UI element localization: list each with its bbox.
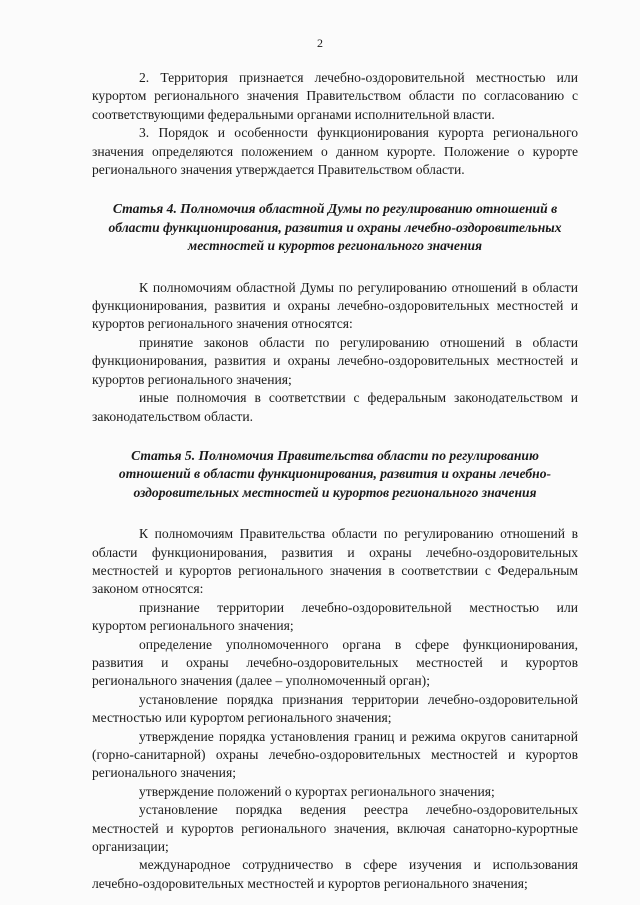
article-5-heading: Статья 5. Полномочия Правительства области по регулированию отношений в области функционирования, развития и охраны лечебно-оздоровительных местностей и курортов регионального значения xyxy=(118,447,552,500)
list-item: утверждение положений о курортах регионального значения; xyxy=(139,783,495,799)
list-item: международное сотрудничество в сфере изучения и использования лечебно-оздоровительных местностей и курортов регионального значения; xyxy=(92,857,578,891)
paragraph: К полномочиям областной Думы по регулированию отношений в области функционирования, развития и охраны лечебно-оздоровительных местностей и курортов регионального значения относятся: xyxy=(92,279,578,332)
paragraph: К полномочиям Правительства области по регулированию отношений в области функционирования, развития и охраны лечебно-оздоровительных местностей и курортов регионального значения в соответствии с Федеральным законом относятся: xyxy=(92,526,578,597)
list-item: принятие законов области по регулированию отношений в области функционирования, развития и охраны лечебно-оздоровительных местностей и курортов регионального значения; xyxy=(92,334,578,387)
article-4-heading: Статья 4. Полномочия областной Думы по регулированию отношений в области функционирования, развития и охраны лечебно-оздоровительных местностей и курортов регионального значения xyxy=(108,201,562,254)
document-body xyxy=(92,69,578,893)
list-item: признание территории лечебно-оздоровительной местностью или курортом регионального значения; xyxy=(92,599,578,634)
list-item: иные полномочия в соответствии с федеральным законодательством и законодательством области. xyxy=(92,390,578,424)
paragraph: 2. Территория признается лечебно-оздоровительной местностью или курортом регионального значения Правительством области по согласованию с соответствующими федеральными органами исполнительной власти. xyxy=(92,70,578,122)
page-number: 2 xyxy=(317,36,323,50)
list-item: определение уполномоченного органа в сфере функционирования, развития и охраны лечебно-оздоровительных местностей и курортов регионального значения (далее – уполномоченный орган); xyxy=(92,636,578,689)
list-item: установление порядка признания территории лечебно-оздоровительной местностью или курортом регионального значения; xyxy=(92,691,578,726)
paragraph: 3. Порядок и особенности функционирования курорта регионального значения определяются положением о данном курорте. Положение о курорте регионального значения утверждается Правительством области. xyxy=(92,125,578,178)
list-item: установление порядка ведения реестра лечебно-оздоровительных местностей и курортов регионального значения, включая санаторно-курортные организации; xyxy=(92,802,578,855)
list-item: утверждение порядка установления границ и режима округов санитарной (горно-санитарной) охраны лечебно-оздоровительных местностей и курортов регионального значения; xyxy=(92,728,578,781)
